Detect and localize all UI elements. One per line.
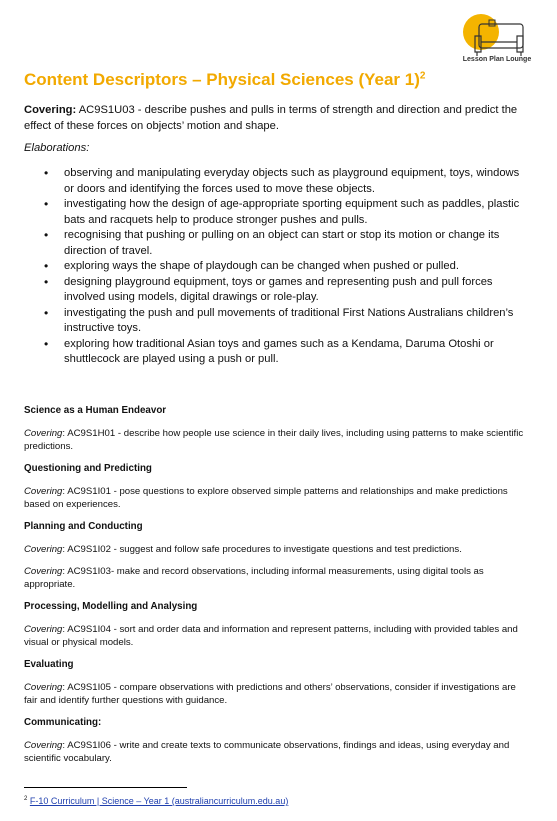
main-covering: Covering: AC9S1U03 - describe pushes and pulls in terms of strength and direction and predict the effect of these forces on objects’ motion and shape. [24,104,518,132]
section-heading: Planning and Conducting [24,521,143,532]
section-covering: Covering: AC9S1I06 - write and create texts to communicate observations, findings and ideas, using everyday and scientific vocabulary. [24,740,510,764]
list-item: • investigating how the design of age-appropriate sporting equipment such as paddles, plastic bats and racquets help to produce stronger pushes and pulls. [24,197,530,228]
section-covering: Covering: AC9S1I02 - suggest and follow safe procedures to investigate questions and test predictions. [24,544,462,555]
curriculum-link[interactable]: F-10 Curriculum | Science – Year 1 (australiancurriculum.edu.au) [29,796,289,806]
logo-text: Lesson Plan Lounge [462,56,532,63]
footnote-divider [24,787,187,788]
list-item: • recognising that pushing or pulling on an object can start or stop its motion or change its direction of travel. [24,228,530,259]
footnote-ref[interactable]: 2 [419,70,426,82]
section-covering: Covering: AC9S1I03- make and record observations, including informal measurements, using digital tools as appropriate. [24,566,484,590]
list-item: • exploring ways the shape of playdough can be changed when pushed or pulled. [24,259,530,275]
elaborations-label: Elaborations: [24,142,90,154]
list-item: • investigating the push and pull movements of traditional First Nations Australians children’s instructive toys. [24,306,530,337]
section-covering: Covering: AC9S1H01 - describe how people use science in their daily lives, including using patterns to make scientific predictions. [24,428,524,452]
section-heading: Evaluating [24,659,74,670]
list-item: • designing playground equipment, toys or games and representing push and pull forces involved using models, digital drawings or role-play. [24,275,530,306]
elaborations-list [24,166,530,368]
section-heading: Questioning and Predicting [24,463,152,474]
section-covering: Covering: AC9S1I05 - compare observations with predictions and others’ observations, consider if investigations are fair and identify further questions with guidance. [24,682,516,706]
list-item: • exploring how traditional Asian toys and games such as a Kendama, Daruma Otoshi or shuttlecock are played using a push or pull. [24,337,530,368]
section-covering: Covering: AC9S1I01 - pose questions to explore observed simple patterns and relationships and make predictions based on experiences. [24,486,508,510]
sections [24,404,530,774]
section-heading: Processing, Modelling and Analysing [24,601,198,612]
section-heading: Science as a Human Endeavor [24,405,167,416]
footnote: $^2$ F-10 Curriculum | Science – Year 1 (australiancurriculum.edu.au) [24,796,289,806]
couch-logo-icon [461,12,531,58]
section-heading: Communicating: [24,717,102,728]
page-title: Content Descriptors – Physical Sciences (Year 1)$^2$ [24,70,426,89]
list-item: • observing and manipulating everyday objects such as playground equipment, toys, windows or doors and identifying the forces used to move these objects. [24,166,530,197]
section-covering: Covering: AC9S1I04 - sort and order data and information and represent patterns, including with provided tables and visual or physical models. [24,624,518,648]
